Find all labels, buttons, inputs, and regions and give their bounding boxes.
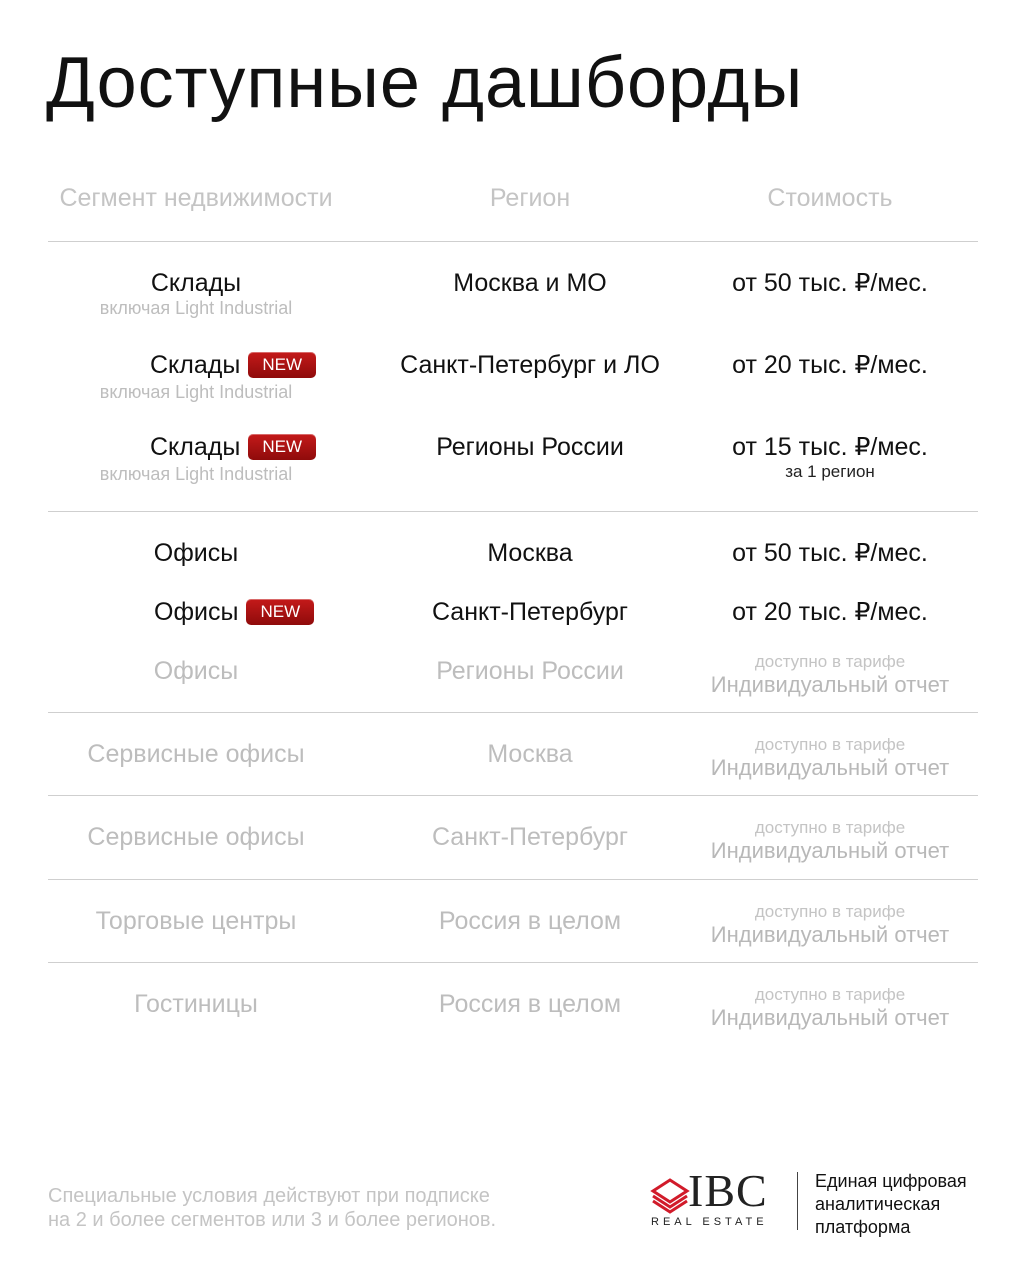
- footnote-line: Специальные условия действуют при подписке: [48, 1185, 490, 1207]
- page-title: Доступные дашборды: [46, 43, 804, 123]
- price-from: от: [732, 269, 757, 297]
- region-name: Россия в целом: [438, 990, 622, 1018]
- plan-name: Индивидуальный отчет: [710, 1005, 950, 1030]
- region-name: Москва: [487, 740, 573, 768]
- logo-subtitle: REAL ESTATE: [651, 1216, 768, 1228]
- plan-name: Индивидуальный отчет: [710, 755, 950, 780]
- divider: [48, 511, 978, 512]
- segment-name: Склады: [150, 433, 241, 461]
- price-from: от: [732, 539, 757, 567]
- segment-note: включая Light Industrial: [99, 382, 293, 402]
- price-value: 15 тыс. ₽: [763, 433, 871, 461]
- header-segment: Сегмент недвижимости: [59, 184, 333, 212]
- tagline-line: Единая цифровая: [815, 1171, 967, 1191]
- price-note: за 1 регион: [785, 462, 875, 481]
- region-name: Санкт-Петербург и ЛО: [400, 351, 660, 379]
- table-row-segment: [150, 350, 316, 380]
- price-value: 50 тыс. ₽: [763, 539, 871, 567]
- region-name: Регионы России: [436, 433, 624, 461]
- availability-label: доступно в тарифе: [754, 985, 906, 1004]
- price-availability: [680, 902, 980, 948]
- new-badge: NEW: [248, 352, 316, 378]
- price-from: от: [732, 351, 757, 379]
- logo-divider: [797, 1172, 798, 1230]
- price-value: 20 тыс. ₽: [763, 598, 871, 626]
- new-badge: NEW: [248, 434, 316, 460]
- plan-name: Индивидуальный отчет: [710, 838, 950, 863]
- price-value: 50 тыс. ₽: [763, 269, 871, 297]
- divider: [48, 879, 978, 880]
- divider: [48, 962, 978, 963]
- price: [680, 350, 980, 380]
- segment-name: Сервисные офисы: [87, 823, 305, 851]
- price: [680, 268, 980, 298]
- price-availability: [680, 985, 980, 1031]
- segment-name: Офисы: [153, 657, 239, 685]
- table-row-segment: [46, 268, 346, 318]
- price: [680, 538, 980, 568]
- new-badge: NEW: [246, 599, 314, 625]
- region-name: Регионы России: [436, 657, 624, 685]
- price-from: от: [732, 598, 757, 626]
- price-unit: /мес.: [870, 598, 928, 626]
- price-availability: [680, 735, 980, 781]
- availability-label: доступно в тарифе: [754, 818, 906, 837]
- price-value: 20 тыс. ₽: [763, 351, 871, 379]
- availability-label: доступно в тарифе: [754, 902, 906, 921]
- segment-name: Склады: [150, 269, 242, 297]
- logo-tagline: [815, 1170, 967, 1239]
- table-row-segment: [154, 597, 314, 627]
- plan-name: Индивидуальный отчет: [710, 922, 950, 947]
- price-unit: /мес.: [870, 269, 928, 297]
- table-row-segment: [150, 432, 316, 462]
- price-unit: /мес.: [870, 351, 928, 379]
- divider: [48, 712, 978, 713]
- availability-label: доступно в тарифе: [754, 735, 906, 754]
- price-unit: /мес.: [870, 539, 928, 567]
- price-availability: [680, 652, 980, 698]
- price: [680, 597, 980, 627]
- plan-name: Индивидуальный отчет: [710, 672, 950, 697]
- price: [680, 432, 980, 482]
- region-name: Санкт-Петербург: [431, 598, 629, 626]
- segment-name: Офисы: [154, 598, 239, 626]
- availability-label: доступно в тарифе: [754, 652, 906, 671]
- divider: [48, 241, 978, 242]
- logo-name: IBC: [688, 1165, 768, 1216]
- region-name: Россия в целом: [438, 907, 622, 935]
- segment-name: Гостиницы: [134, 990, 258, 1018]
- footnote-line: на 2 и более сегментов или 3 и более регионов.: [48, 1209, 497, 1231]
- tagline-line: аналитическая: [815, 1194, 941, 1214]
- footnote: [48, 1184, 496, 1232]
- tagline-line: платформа: [815, 1217, 911, 1237]
- divider: [48, 795, 978, 796]
- header-region: Регион: [489, 184, 571, 212]
- segment-note: включая Light Industrial: [99, 464, 293, 484]
- segment-name: Офисы: [153, 539, 239, 567]
- segment-name: Сервисные офисы: [87, 740, 305, 768]
- region-name: Москва: [487, 539, 573, 567]
- segment-name: Склады: [150, 351, 241, 379]
- region-name: Санкт-Петербург: [431, 823, 629, 851]
- price-availability: [680, 818, 980, 864]
- segment-note: включая Light Industrial: [99, 298, 293, 318]
- segment-name: Торговые центры: [95, 907, 297, 935]
- price-from: от: [732, 433, 757, 461]
- header-price: Стоимость: [767, 184, 893, 212]
- region-name: Москва и МО: [453, 269, 607, 297]
- price-unit: /мес.: [870, 433, 928, 461]
